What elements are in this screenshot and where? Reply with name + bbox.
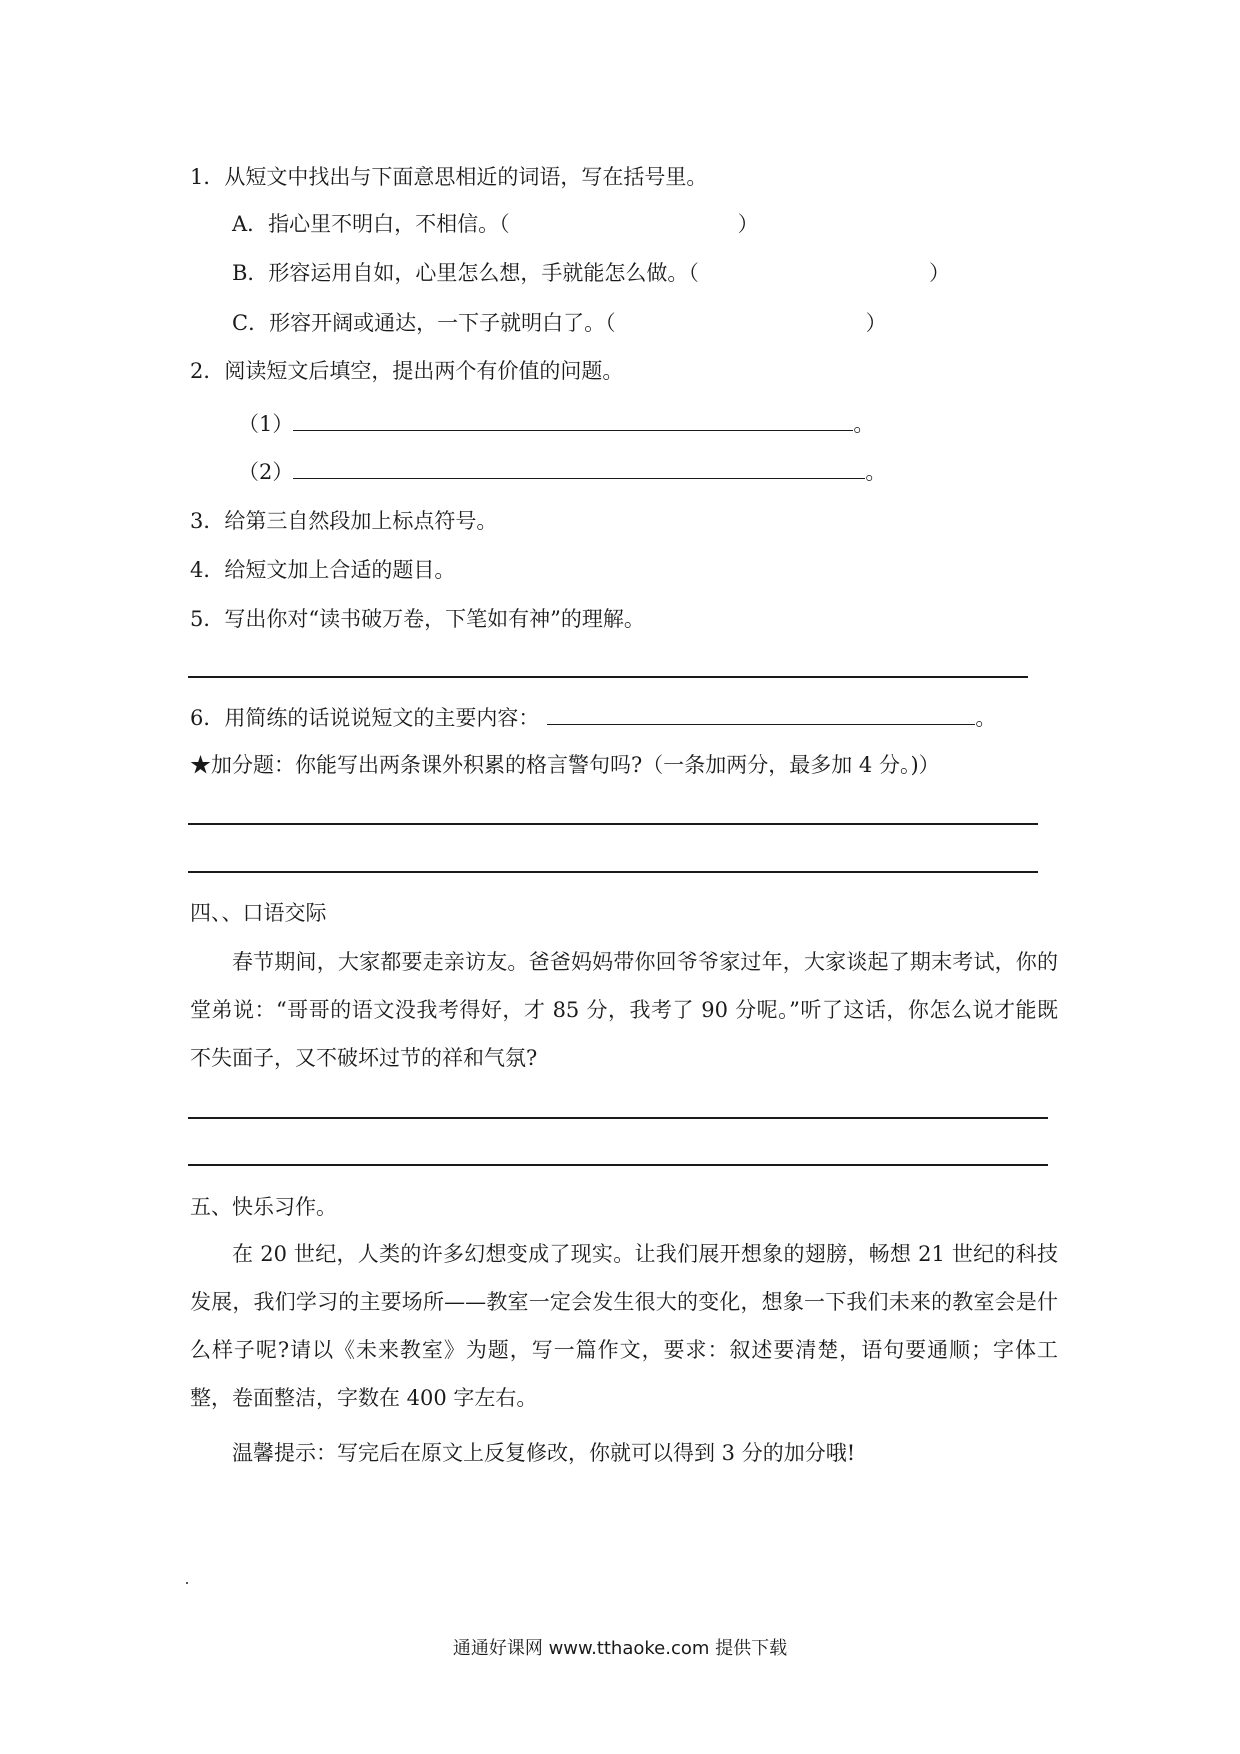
q5-answer-line[interactable]: [188, 676, 1028, 678]
section5-heading: 五、快乐习作。: [190, 1195, 337, 1219]
q1-c: [232, 308, 887, 338]
q1-b: [232, 258, 950, 288]
page-footer: 通通好课网 www.tthaoke.com 提供下载: [452, 1638, 788, 1659]
q1-c-close: ）: [865, 311, 887, 335]
q1-a: [232, 209, 759, 239]
section5-paragraph: 在 20 世纪，人类的许多幻想变成了现实。让我们展开想象的翅膀，畅想 21 世纪的科技发展，我们学习的主要场所——教室一定会发生很大的变化，想象一下我们未来的教室会是什么样子呢?请以《未来教室》为题，写一篇作文，要求：叙述要清楚，语句要通顺；字体工整，卷面整洁，字数在 400 字左右。: [190, 1242, 1058, 1410]
q2-stem: 2．阅读短文后填空，提出两个有价值的问题。: [190, 359, 624, 383]
section4-answer-line-1[interactable]: [188, 1117, 1048, 1119]
q2-item-2-end: 。: [865, 460, 887, 484]
q1-b-label: B．形容运用自如，心里怎么想，手就能怎么做。（: [232, 261, 699, 285]
bonus-stem: ★加分题：你能写出两条课外积累的格言警句吗?（一条加两分，最多加 4 分。)）: [190, 753, 940, 777]
q2-item-2: [238, 456, 886, 487]
bonus-answer-line-2[interactable]: [188, 871, 1038, 873]
q4-stem: 4．给短文加上合适的题目。: [190, 558, 456, 582]
q3-stem: 3．给第三自然段加上标点符号。: [190, 509, 498, 533]
q2-item-1-answer-line[interactable]: [293, 408, 853, 431]
q1-c-label: C．形容开阔或通达，一下子就明白了。（: [232, 311, 616, 335]
q2-item-1: [238, 408, 874, 439]
q1-a-label: A．指心里不明白，不相信。（: [232, 212, 510, 236]
section4-answer-line-2[interactable]: [188, 1164, 1048, 1166]
q6-end: 。: [975, 706, 997, 730]
q1-a-close: ）: [737, 212, 759, 236]
scan-speck: [186, 1582, 188, 1584]
q6-stem: 6．用简练的话说说短文的主要内容：: [190, 706, 540, 730]
section4-paragraph: 春节期间，大家都要走亲访友。爸爸妈妈带你回爷爷家过年，大家谈起了期末考试，你的堂弟说：“哥哥的语文没我考得好，才 85 分，我考了 90 分呢。”听了这话，你怎么说才能既不失面子，又不破坏过节的祥和气氛?: [190, 950, 1058, 1070]
q6-answer-line[interactable]: [547, 702, 975, 725]
q2-item-2-label: （2）: [238, 460, 294, 484]
q5-stem: 5．写出你对“读书破万卷，下笔如有神”的理解。: [190, 607, 645, 631]
q6: [190, 702, 996, 733]
q1-stem: 1．从短文中找出与下面意思相近的词语，写在括号里。: [190, 165, 708, 189]
q1-b-close: ）: [928, 261, 950, 285]
q2-item-1-label: （1）: [238, 412, 294, 436]
section4-heading: 四、、口语交际: [190, 901, 327, 925]
q2-item-1-end: 。: [853, 412, 875, 436]
q2-item-2-answer-line[interactable]: [293, 456, 865, 479]
section5-tip: 温馨提示：写完后在原文上反复修改，你就可以得到 3 分的加分哦!: [232, 1441, 856, 1465]
bonus-answer-line-1[interactable]: [188, 823, 1038, 825]
